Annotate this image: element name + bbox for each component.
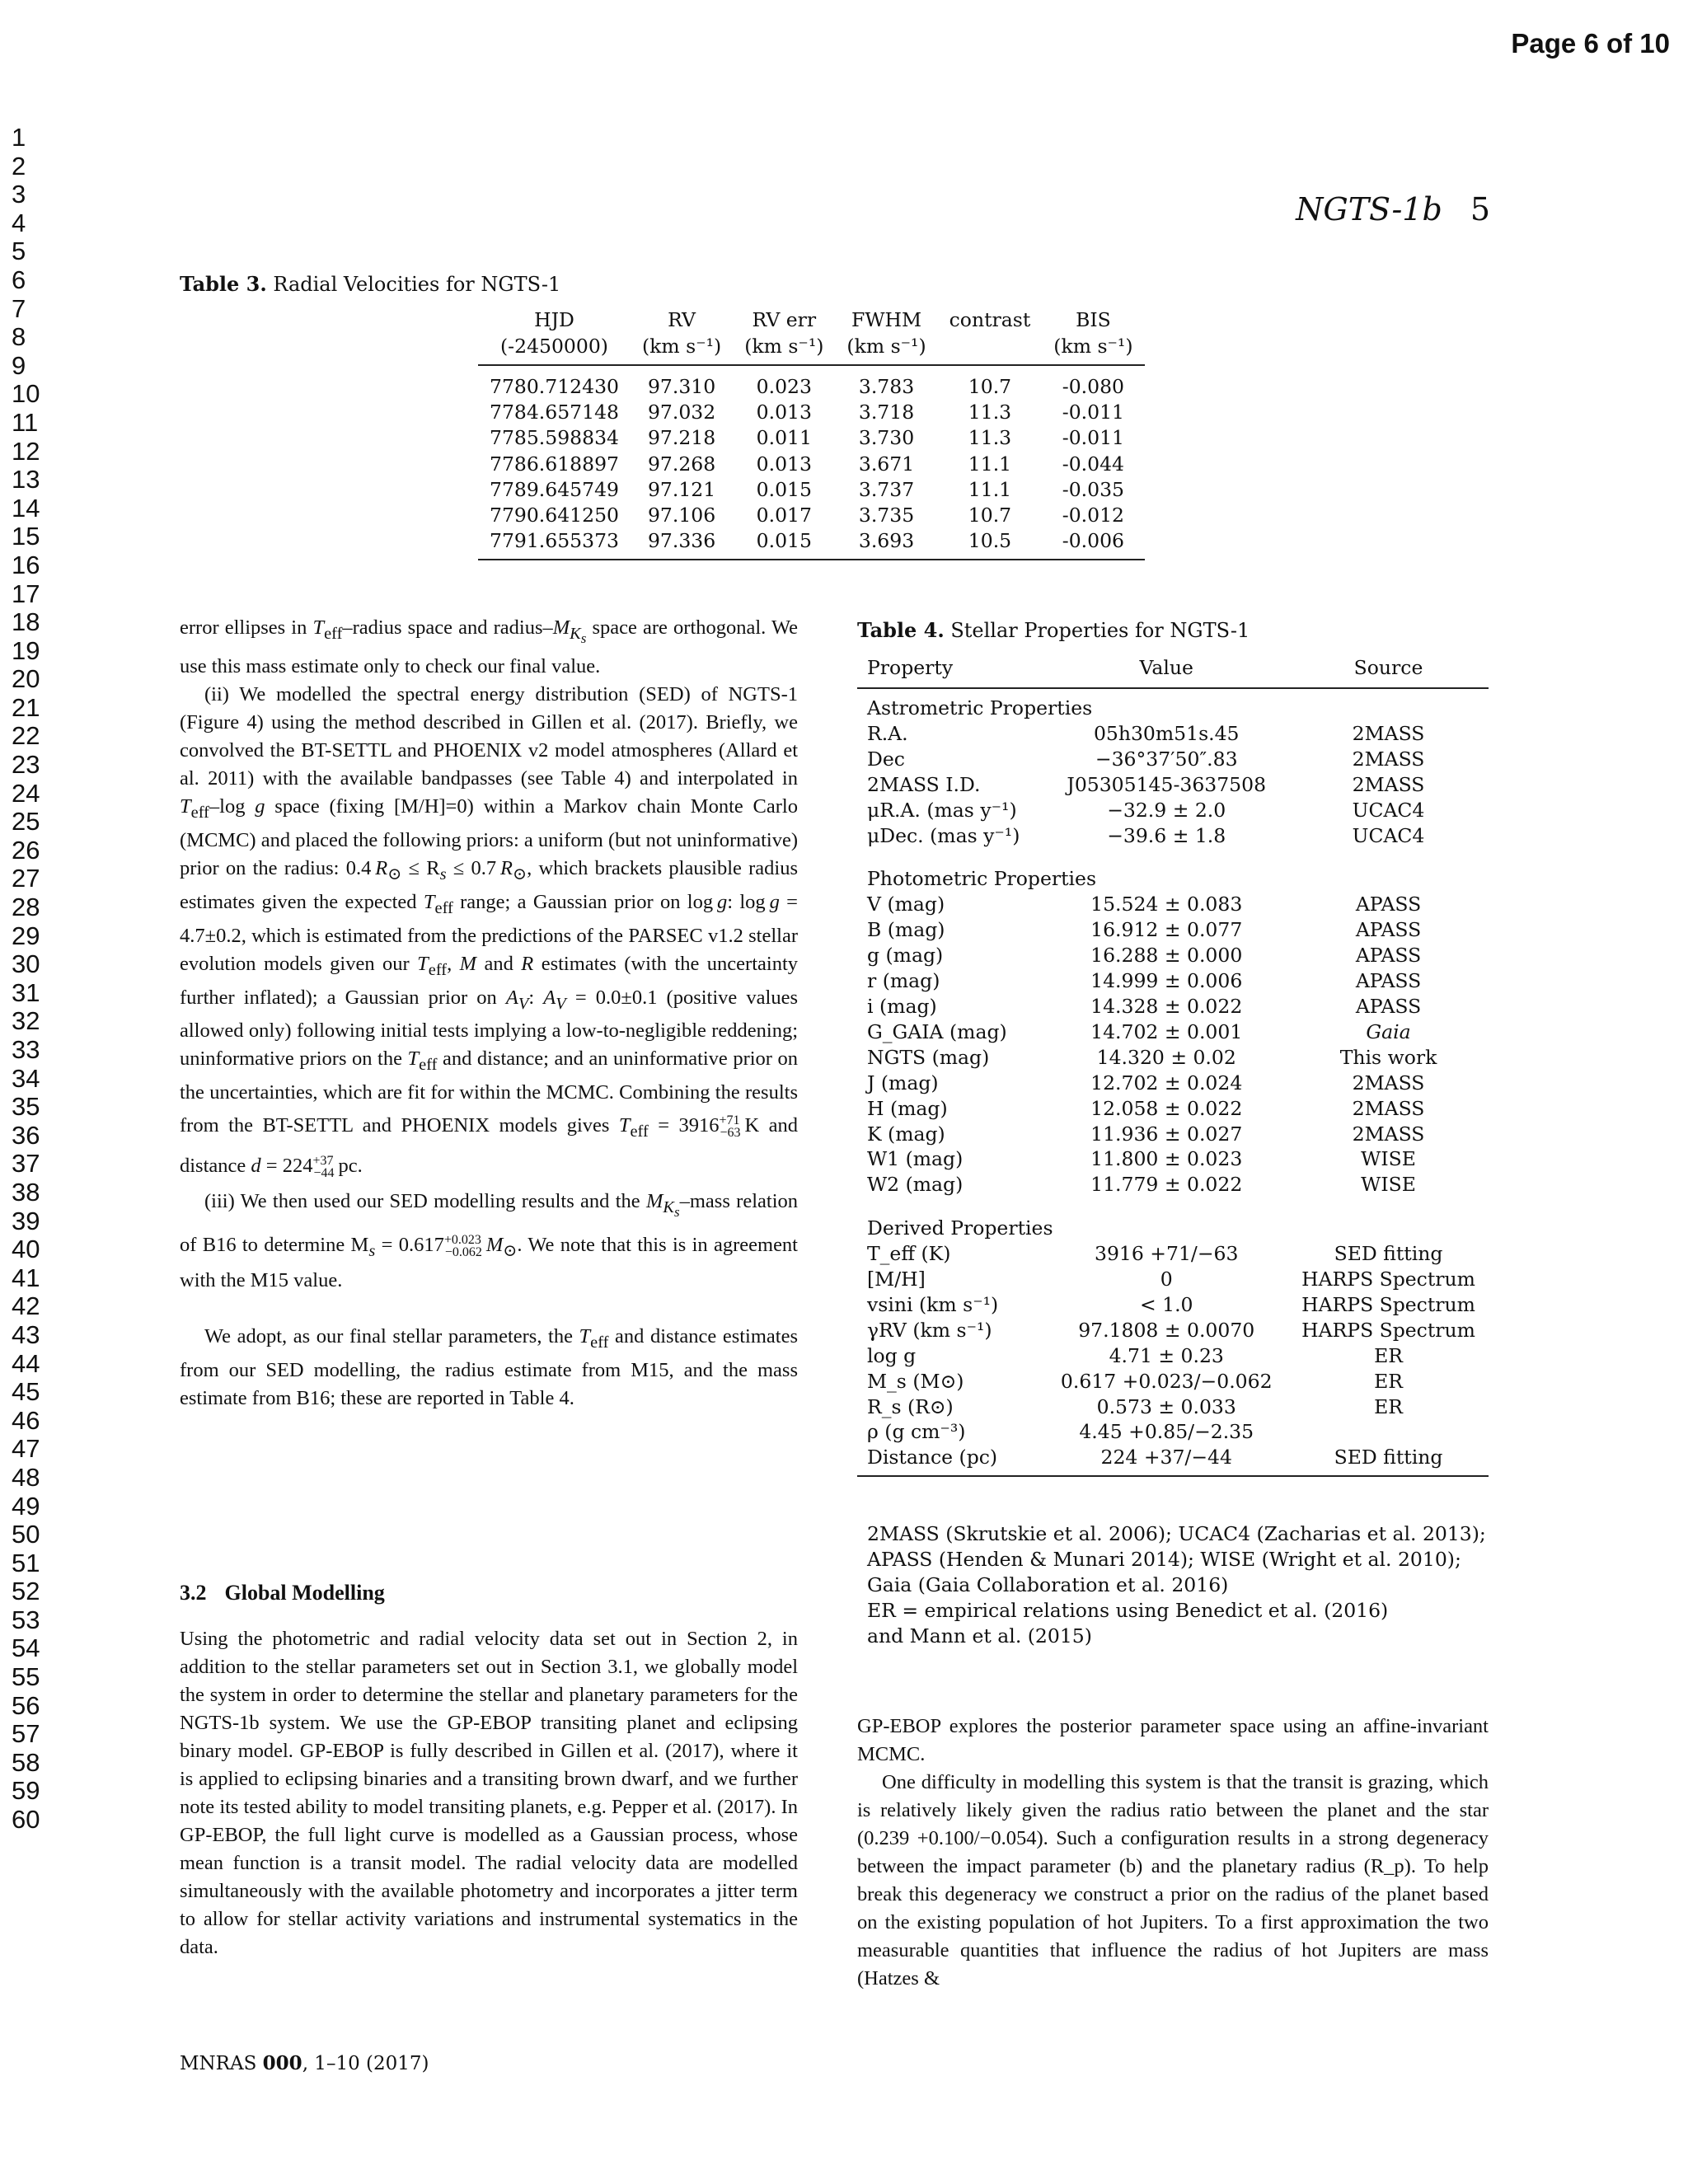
table3-cell: 97.268 — [647, 452, 716, 476]
table3-cell: 0.011 — [756, 426, 812, 450]
table4-header-row — [857, 653, 1489, 688]
line-number: 15 — [12, 522, 40, 551]
line-number: 19 — [12, 635, 40, 665]
table4-group-title: Photometric Properties — [867, 867, 1097, 891]
table4-property: g (mag) — [867, 944, 944, 968]
table4-value: 4.45 +0.85/−2.35 — [1079, 1420, 1254, 1444]
table3-cell: -0.011 — [1062, 401, 1124, 424]
section-number: 3.2 — [180, 1581, 207, 1605]
table4-source: APASS — [1355, 893, 1422, 916]
line-number: 34 — [12, 1063, 40, 1093]
line-number: 31 — [12, 977, 40, 1007]
table4-source: UCAC4 — [1352, 823, 1425, 847]
table3-cell: 3.735 — [858, 504, 915, 527]
table4-property: r (mag) — [867, 969, 940, 993]
table3-cell: 97.310 — [647, 375, 716, 398]
line-number: 3 — [12, 180, 26, 209]
line-number: 36 — [12, 1120, 40, 1150]
line-number: 7 — [12, 293, 26, 323]
table4-value: 11.800 ± 0.023 — [1090, 1147, 1243, 1171]
table3-cell: 97.336 — [631, 528, 733, 560]
table4-row — [857, 1369, 1489, 1394]
table3-cell: 10.7 — [968, 375, 1012, 398]
table3-cell: 3.730 — [858, 426, 915, 450]
table4-property: B (mag) — [867, 918, 945, 942]
table4-gap — [857, 848, 1489, 860]
table3-cell: 97.032 — [647, 401, 716, 424]
table4-group-row — [857, 688, 1489, 721]
page-label: Page 6 of 10 — [1511, 28, 1670, 59]
line-number: 58 — [12, 1747, 40, 1777]
line-number: 59 — [12, 1776, 40, 1806]
table4-property: W2 (mag) — [867, 1173, 964, 1197]
table4-row — [857, 1122, 1489, 1147]
table3-cell: -0.011 — [1062, 426, 1124, 450]
table4-property: V (mag) — [867, 893, 945, 916]
table3-cell: 97.218 — [647, 426, 716, 450]
table4 — [857, 653, 1489, 1477]
table4-source: UCAC4 — [1352, 798, 1425, 822]
table4-row — [857, 772, 1489, 798]
table4-source: ER — [1374, 1343, 1403, 1367]
table4-group-title: Astrometric Properties — [867, 696, 1093, 719]
table3-cell: -0.035 — [1062, 477, 1124, 501]
section-heading — [180, 1581, 403, 1605]
footer-rest: , 1–10 (2017) — [302, 2053, 429, 2074]
table4-row — [857, 1343, 1489, 1369]
paragraph: (iii) We then used our SED modelling results and the $M_{K_s}$–mass relation of B16 to determine $M_s = 0.617^{+0.023}_{-0.062}$ $M_⊙$. We note that this is in agreement with the M15 value. — [180, 1190, 798, 1292]
line-number: 20 — [12, 664, 40, 694]
table4-group-title: Derived Properties — [867, 1216, 1053, 1240]
table4-value: 16.912 ± 0.077 — [1090, 918, 1243, 942]
table4-property: M_s (M⊙) — [867, 1369, 964, 1393]
line-number: 2 — [12, 151, 26, 180]
paragraph: We adopt, as our final stellar parameters, the $T_{eff}$ and distance estimates from our SED modelling, the radius estimate from M15, and the mass estimate from B16; these are reported in Table 4. — [180, 1325, 798, 1410]
table3-cell: 0.017 — [756, 504, 812, 527]
line-number: 28 — [12, 893, 40, 922]
table4-property: H (mag) — [867, 1096, 948, 1120]
table3-cell: 3.783 — [858, 375, 915, 398]
table4-source: 2MASS — [1352, 721, 1425, 745]
table3-cell: 0.015 — [733, 528, 835, 560]
table4-gap — [857, 1197, 1489, 1209]
table4-row — [857, 823, 1489, 849]
table4-source: This work — [1339, 1045, 1437, 1069]
table3-cell: 3.718 — [858, 401, 915, 424]
table4-note: 2MASS (Skrutskie et al. 2006); UCAC4 (Zacharias et al. 2013); — [867, 1522, 1486, 1545]
line-number: 9 — [12, 350, 26, 380]
table3-cell: 10.5 — [938, 528, 1043, 560]
table3-cell: 97.121 — [647, 477, 716, 501]
table4-source: SED fitting — [1334, 1242, 1443, 1266]
line-number: 40 — [12, 1235, 40, 1264]
line-number: 53 — [12, 1605, 40, 1634]
table4-value: 0 — [1160, 1268, 1173, 1291]
table3-header: HJD (-2450000) — [478, 307, 631, 365]
table3-header: BIS (km s⁻¹) — [1042, 307, 1144, 365]
table4-row — [857, 1045, 1489, 1071]
table4-value: −32.9 ± 2.0 — [1107, 798, 1226, 822]
table4-note: APASS (Henden & Munari 2014); WISE (Wright et al. 2010); — [867, 1548, 1461, 1571]
footer — [180, 2052, 429, 2074]
table4-value: 14.320 ± 0.02 — [1096, 1045, 1236, 1069]
table3-cell: 97.106 — [647, 504, 716, 527]
table4-value: 14.702 ± 0.001 — [1090, 1019, 1243, 1043]
line-number: 10 — [12, 379, 40, 409]
table3-caption — [180, 272, 560, 296]
line-number: 21 — [12, 692, 40, 722]
line-number: 38 — [12, 1177, 40, 1207]
table4-note: Gaia (Gaia Collaboration et al. 2016) — [867, 1573, 1229, 1596]
table3-cell: 0.013 — [756, 452, 812, 476]
table4-body — [857, 688, 1489, 1476]
table4-property: W1 (mag) — [867, 1147, 964, 1171]
table4-property: G_GAIA (mag) — [867, 1019, 1007, 1043]
line-number: 18 — [12, 607, 40, 637]
table4-row — [857, 968, 1489, 994]
line-number: 51 — [12, 1548, 40, 1577]
table4-value: 11.936 ± 0.027 — [1090, 1122, 1243, 1146]
line-number: 12 — [12, 436, 40, 466]
footer-volume: 000 — [262, 2052, 302, 2074]
table4-property: 2MASS I.D. — [867, 772, 981, 796]
table4-value: J05305145-3637508 — [1067, 772, 1267, 796]
table4-source: APASS — [1355, 918, 1422, 942]
line-numbers — [12, 124, 61, 1835]
line-number: 44 — [12, 1348, 40, 1378]
line-number: 1 — [12, 123, 26, 152]
table3-cell: 11.3 — [968, 426, 1012, 450]
table3-row — [478, 365, 1145, 400]
table3-row — [478, 528, 1145, 560]
table4-property: [M/H] — [867, 1268, 926, 1291]
table4-source: APASS — [1355, 944, 1422, 968]
line-number: 27 — [12, 864, 40, 893]
table4-group-row — [857, 860, 1489, 892]
line-number: 50 — [12, 1520, 40, 1549]
table4-row — [857, 1096, 1489, 1122]
table3-cell: 0.013 — [756, 401, 812, 424]
table3-header: RV (km s⁻¹) — [631, 307, 733, 365]
table4-value: 12.702 ± 0.024 — [1090, 1071, 1243, 1094]
line-number: 35 — [12, 1092, 40, 1122]
table4-value: 15.524 ± 0.083 — [1090, 893, 1243, 916]
table3-header: RV err (km s⁻¹) — [733, 307, 835, 365]
table4-property: Dec — [867, 747, 905, 771]
table3-cell: 3.693 — [835, 528, 937, 560]
table4-source: 2MASS — [1352, 747, 1425, 771]
line-number: 60 — [12, 1805, 40, 1835]
line-number: 4 — [12, 208, 26, 237]
table3-cell: 0.015 — [756, 477, 812, 501]
paragraph: GP-EBOP explores the posterior parameter space using an affine-invariant MCMC. — [857, 1715, 1489, 1765]
running-head-page: 5 — [1470, 191, 1490, 227]
table3-header: contrast — [938, 307, 1043, 365]
table4-row — [857, 721, 1489, 747]
table4-value: 14.999 ± 0.006 — [1090, 969, 1243, 993]
table4-property: log g — [867, 1343, 917, 1367]
table4-row — [857, 798, 1489, 823]
table4-value: 0.617 +0.023/−0.062 — [1060, 1369, 1273, 1393]
table3-row — [478, 477, 1145, 503]
table4-property: R.A. — [867, 721, 908, 745]
table3-cell: 7784.657148 — [490, 401, 619, 424]
line-number: 46 — [12, 1405, 40, 1435]
table4-value: 14.328 ± 0.022 — [1090, 994, 1243, 1018]
table4-source: 2MASS — [1352, 772, 1425, 796]
table4-header-source: Source — [1288, 653, 1489, 688]
table4-row — [857, 1267, 1489, 1292]
table3-cell: -0.044 — [1062, 452, 1124, 476]
left-column-section — [180, 1625, 798, 1961]
running-head — [1296, 191, 1490, 227]
table4-source: ER — [1374, 1394, 1403, 1418]
table4-value: 16.288 ± 0.000 — [1090, 944, 1243, 968]
table4-label: Table 4. — [857, 618, 945, 642]
table4-source — [1288, 1419, 1489, 1445]
table4-value: −36°37′50″.83 — [1095, 747, 1238, 771]
table3-cell: 3.671 — [858, 452, 915, 476]
table4-property: R_s (R⊙) — [867, 1394, 954, 1418]
table4-source: WISE — [1361, 1147, 1416, 1171]
running-head-title: NGTS-1b — [1296, 191, 1442, 227]
line-number: 11 — [12, 407, 39, 437]
table3 — [478, 307, 1145, 560]
paragraph: One difficulty in modelling this system is that the transit is grazing, which is relatively likely given the radius ratio between the planet and the star (0.239 +0.100/−0.054). Such a configuration results in a strong degeneracy between the impact parameter (b) and the planetary radius (R_p). To help break this degeneracy we construct a prior on the radius of the planet based on the existing population of hot Jupiters. To a first approximation the two measurable quantities that influence the radius of hot Jupiters are mass (Hatzes & — [857, 1771, 1489, 1990]
table3-cell: 0.023 — [756, 375, 812, 398]
line-number: 13 — [12, 465, 40, 494]
table4-header-value: Value — [1044, 653, 1288, 688]
table4-notes — [867, 1521, 1502, 1649]
table3-cell: 3.737 — [858, 477, 915, 501]
table4-source: ER — [1374, 1369, 1403, 1393]
table4-property: μR.A. (mas y⁻¹) — [867, 798, 1017, 822]
line-number: 49 — [12, 1491, 40, 1521]
table4-row — [857, 747, 1489, 772]
table3-cell: -0.012 — [1062, 504, 1124, 527]
table4-source: Gaia — [1366, 1019, 1411, 1043]
table4-row — [857, 1292, 1489, 1318]
table3-cell: 7790.641250 — [490, 504, 619, 527]
table4-value: 05h30m51s.45 — [1093, 721, 1240, 745]
table3-cell: 7791.655373 — [478, 528, 631, 560]
table4-row — [857, 1318, 1489, 1343]
table4-source: HARPS Spectrum — [1301, 1268, 1475, 1291]
table4-row — [857, 1172, 1489, 1197]
line-number: 5 — [12, 237, 26, 266]
right-column — [857, 1713, 1489, 1993]
line-number: 55 — [12, 1662, 40, 1692]
line-number: 6 — [12, 265, 26, 294]
footer-journal: MNRAS — [180, 2053, 263, 2074]
table4-row — [857, 1445, 1489, 1476]
table4-source: 2MASS — [1352, 1122, 1425, 1146]
table4-note: and Mann et al. (2015) — [867, 1624, 1092, 1647]
table4-value: 97.1808 ± 0.0070 — [1078, 1318, 1255, 1342]
table3-cell: 7786.618897 — [490, 452, 619, 476]
table4-property: μDec. (mas y⁻¹) — [867, 823, 1020, 847]
left-column — [180, 614, 798, 1413]
line-number: 43 — [12, 1319, 40, 1349]
table4-row — [857, 1019, 1489, 1045]
table4-source: WISE — [1361, 1173, 1416, 1197]
table4-value: 3916 +71/−63 — [1095, 1242, 1239, 1266]
table4-property: T_eff (K) — [867, 1242, 951, 1266]
line-number: 45 — [12, 1377, 40, 1407]
table4-row — [857, 1394, 1489, 1420]
table3-cell: 11.1 — [968, 452, 1012, 476]
line-number: 33 — [12, 1035, 40, 1064]
line-number: 22 — [12, 721, 40, 751]
paragraph: error ellipses in $T_{eff}$–radius space and radius–$M_{K_s}$ space are orthogonal. We use this mass estimate only to check our final value. — [180, 616, 798, 677]
table4-property: J (mag) — [867, 1071, 939, 1094]
table4-source: 2MASS — [1352, 1071, 1425, 1094]
table4-caption — [857, 618, 1250, 642]
table3-row — [478, 452, 1145, 477]
table3-cell: 7780.712430 — [490, 375, 619, 398]
line-number: 24 — [12, 778, 40, 808]
table4-source: 2MASS — [1352, 1096, 1425, 1120]
table4-value: 0.573 ± 0.033 — [1096, 1394, 1236, 1418]
table4-value: 12.058 ± 0.022 — [1090, 1096, 1243, 1120]
table4-value: 4.71 ± 0.23 — [1109, 1343, 1224, 1367]
table4-property: Distance (pc) — [857, 1445, 1044, 1476]
line-number: 16 — [12, 550, 40, 579]
table3-cell: 10.7 — [968, 504, 1012, 527]
table4-property: i (mag) — [867, 994, 937, 1018]
table3-body — [478, 365, 1145, 560]
table4-row — [857, 917, 1489, 943]
table4-row — [857, 943, 1489, 968]
table4-value: < 1.0 — [1139, 1292, 1193, 1316]
table3-cell: 11.3 — [968, 401, 1012, 424]
table4-source: APASS — [1355, 994, 1422, 1018]
table4-caption-text: Stellar Properties for NGTS-1 — [944, 619, 1250, 642]
line-number: 32 — [12, 1006, 40, 1036]
table4-value: −39.6 ± 1.8 — [1107, 823, 1226, 847]
line-number: 57 — [12, 1719, 40, 1749]
table4-row — [857, 1241, 1489, 1267]
line-number: 41 — [12, 1263, 40, 1292]
table3-cell: 7789.645749 — [490, 477, 619, 501]
table4-row — [857, 1071, 1489, 1096]
line-number: 47 — [12, 1434, 40, 1464]
line-number: 17 — [12, 579, 40, 608]
table4-source: APASS — [1355, 969, 1422, 993]
line-number: 42 — [12, 1291, 40, 1321]
table3-row — [478, 400, 1145, 425]
table4-header-property: Property — [857, 653, 1044, 688]
table3-row — [478, 503, 1145, 528]
paragraph: Using the photometric and radial velocity data set out in Section 2, in addition to the stellar parameters set out in Section 3.1, we globally model the system in order to determine the stellar and planetary parameters for the NGTS-1b system. We use the GP-EBOP transiting planet and eclipsing binary model. GP-EBOP is fully described in Gillen et al. (2017), where it is applied to eclipsing binaries and a transiting brown dwarf, and we further note its tested ability to model transiting planets, e.g. Pepper et al. (2017). In GP-EBOP, the full light curve is modelled as a Gaussian process, whose mean function is a transit model. The radial velocity data are modelled simultaneously with the available photometry and incorporates a jitter term to allow for stellar activity variations and instrumental systematics in the data. — [180, 1628, 798, 1958]
paragraph: (ii) We modelled the spectral energy distribution (SED) of NGTS-1 (Figure 4) using the method described in Gillen et al. (2017). Briefly, we convolved the BT-SETTL and PHOENIX v2 model atmospheres (Allard et al. 2011) with the available bandpasses (see Table 4) and interpolated in $T_{eff}-\log$ g space (fixing [M/H]=0) within a Markov chain Monte Carlo (MCMC) and placed the following priors: a uniform (but not uninformative) prior on the radius: 0.4 $R_⊙ \le R_s \le 0.7$ $R_⊙$, which brackets plausible radius estimates given the expected $T_{eff}$ range; a Gaussian prior on log g: log g = 4.7±0.2, which is estimated from the predictions of the PARSEC v1.2 stellar evolution models given our $T_{eff}$, M and R estimates (with the uncertainty further inflated); a Gaussian prior on $A_V$: $A_V = 0.0\pm 0.1$ (positive values allowed only) following initial tests implying a low-to-negligible reddening; uninformative priors on the $T_{eff}$ and distance; and an uninformative prior on the uncertainties, which are fit for within the MCMC. Combining the results from the BT-SETTL and PHOENIX models gives $T_{eff} = 3916^{+71}_{-63}$ K and distance $d = 224^{+37}_{-44}$ pc. — [180, 682, 799, 1181]
line-number: 14 — [12, 493, 40, 523]
table4-property: γRV (km s⁻¹) — [867, 1318, 992, 1342]
table4-source: SED fitting — [1288, 1445, 1489, 1476]
table4-property: vsini (km s⁻¹) — [867, 1292, 999, 1316]
table4-value: 11.779 ± 0.022 — [1090, 1173, 1243, 1197]
section-title: Global Modelling — [224, 1581, 385, 1605]
table3-cell: 11.1 — [968, 477, 1012, 501]
table4-row — [857, 1419, 1489, 1445]
line-number: 52 — [12, 1577, 40, 1606]
table4-property: NGTS (mag) — [867, 1045, 990, 1069]
line-number: 37 — [12, 1149, 40, 1179]
table3-header: FWHM (km s⁻¹) — [835, 307, 937, 365]
line-number: 29 — [12, 921, 40, 950]
line-number: 56 — [12, 1690, 40, 1720]
line-number: 8 — [12, 322, 26, 352]
line-number: 23 — [12, 750, 40, 780]
line-number: 54 — [12, 1633, 40, 1663]
table4-row — [857, 994, 1489, 1019]
table4-group-row — [857, 1209, 1489, 1241]
table4-source: HARPS Spectrum — [1301, 1292, 1475, 1316]
table3-cell: -0.080 — [1062, 375, 1124, 398]
table4-row — [857, 892, 1489, 917]
table4-source: HARPS Spectrum — [1301, 1318, 1475, 1342]
table4-value: 224 +37/−44 — [1044, 1445, 1288, 1476]
table3-row — [478, 425, 1145, 451]
table3-label: Table 3. — [180, 272, 267, 296]
table4-property: K (mag) — [867, 1122, 945, 1146]
line-number: 48 — [12, 1462, 40, 1492]
table4-row — [857, 1146, 1489, 1172]
table3-caption-text: Radial Velocities for NGTS-1 — [266, 273, 561, 296]
line-number: 26 — [12, 835, 40, 865]
table3-cell: -0.006 — [1042, 528, 1144, 560]
line-number: 25 — [12, 807, 40, 837]
table3-cell: 7785.598834 — [490, 426, 619, 450]
line-number: 30 — [12, 949, 40, 979]
table4-property: ρ (g cm⁻³) — [867, 1420, 966, 1444]
table4-note: ER = empirical relations using Benedict et al. (2016) — [867, 1599, 1389, 1622]
table3-header-row — [478, 307, 1145, 365]
line-number: 39 — [12, 1206, 40, 1235]
